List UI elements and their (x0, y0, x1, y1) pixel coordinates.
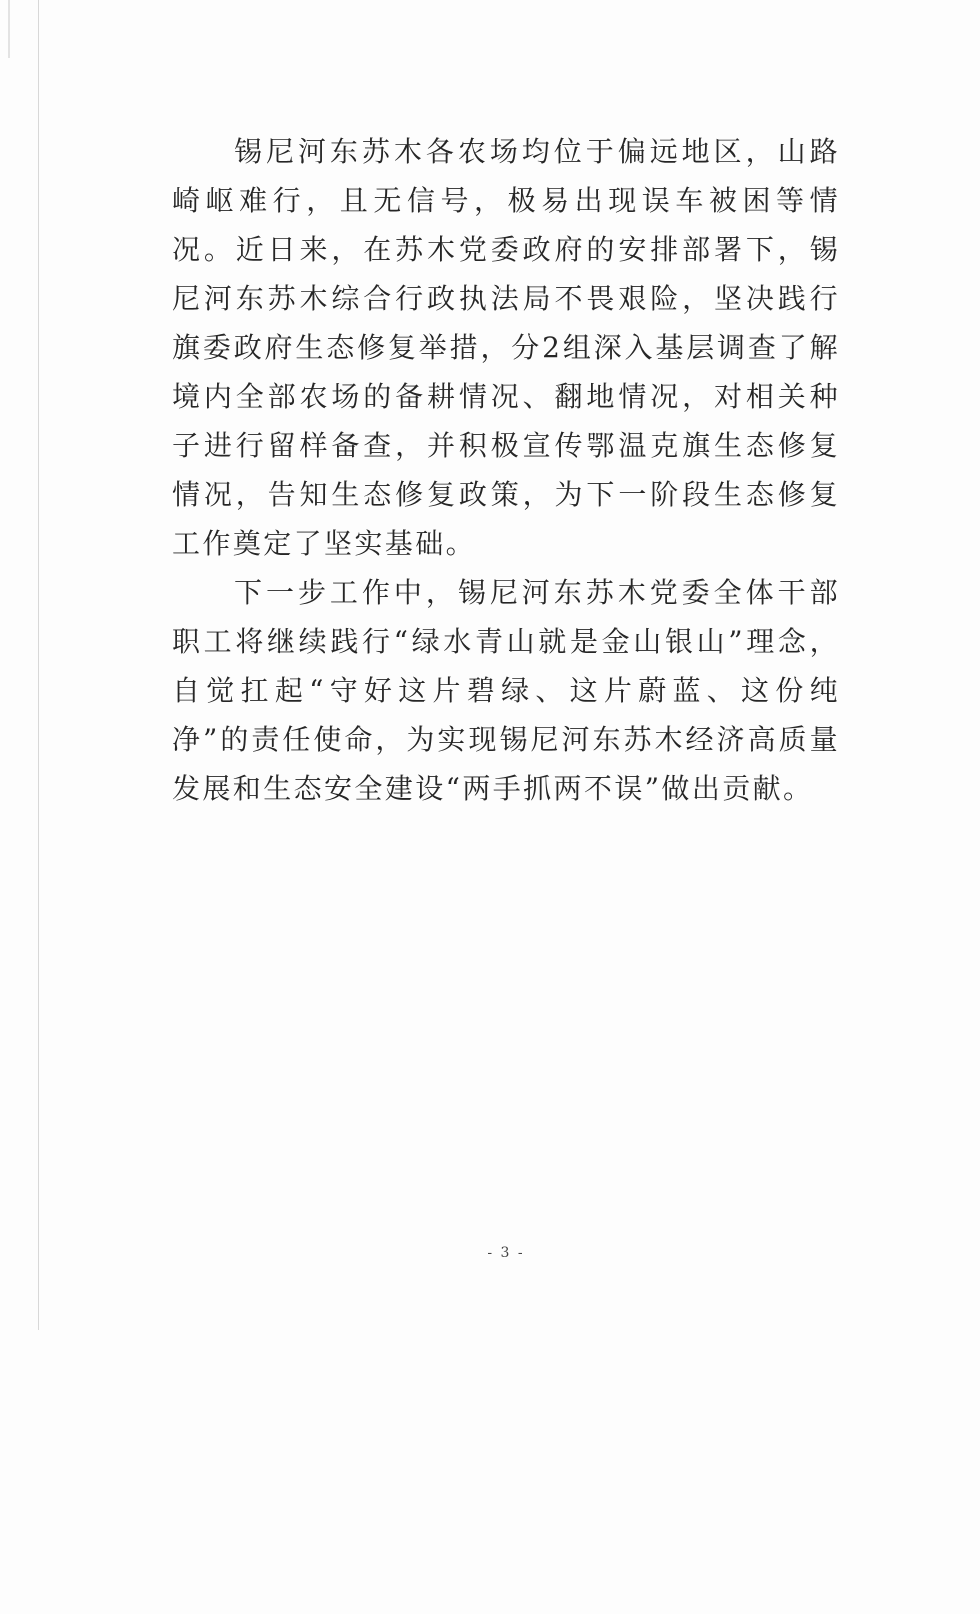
scan-edge-mark-top (8, 0, 10, 58)
page-number: - 3 - (487, 1245, 525, 1261)
document-body (172, 127, 840, 813)
paragraph-2: 下一步工作中，锡尼河东苏木党委全体干部职工将继续践行“绿水青山就是金山银山”理念，自觉扛起“守好这片碧绿、这片蔚蓝、这份纯净”的责任使命，为实现锡尼河东苏木经济高质量发展和生态安全建设“两手抓两不误”做出贡献。 (172, 576, 840, 805)
scan-edge-mark-left (38, 0, 39, 1330)
paragraph-1: 锡尼河东苏木各农场均位于偏远地区，山路崎岖难行，且无信号，极易出现误车被困等情况。近日来，在苏木党委政府的安排部署下，锡尼河东苏木综合行政执法局不畏艰险，坚决践行旗委政府生态修复举措，分2组深入基层调查了解境内全部农场的备耕情况、翻地情况，对相关种子进行留样备查，并积极宣传鄂温克旗生态修复情况，告知生态修复政策，为下一阶段生态修复工作奠定了坚实基础。 (172, 135, 840, 560)
